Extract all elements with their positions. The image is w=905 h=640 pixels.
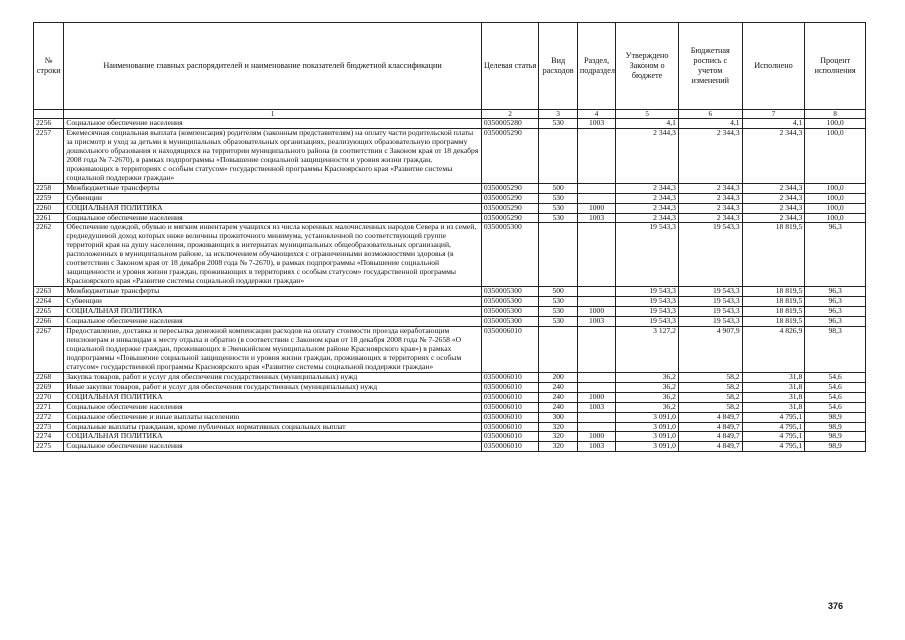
schedule-amount: 4 849,7 <box>678 442 742 452</box>
execution-percent: 100,0 <box>805 128 866 183</box>
indicator-name: Ежемесячная социальная выплата (компенсация) родителям (законным представителям) на оплату части родительской платы за присмотр и уход за детьми в муниципальных образовательных организациях, реализующих образовательную программу дошкольного образования и находящихся на территории муниципального района (в соответствии с Законом края от 18 декабря 2008 года № 7-2670), в рамках подпрограммы «Повышение социальной защищенности и уровня жизни граждан, проживающих в территориях с особым статусом» государственной программы Красноярского края «Развитие системы социальной поддержки граждан» <box>64 128 482 183</box>
execution-percent: 96,3 <box>805 223 866 287</box>
target-article: 0350006010 <box>481 412 539 422</box>
section-subsection <box>577 422 615 432</box>
column-number: 7 <box>742 110 805 119</box>
target-article: 0350005300 <box>481 317 539 327</box>
schedule-amount: 19 543,3 <box>678 223 742 287</box>
section-subsection: 1000 <box>577 307 615 317</box>
executed-amount: 2 344,3 <box>742 193 805 203</box>
executed-amount: 4 795,1 <box>742 442 805 452</box>
execution-percent: 54,6 <box>805 392 866 402</box>
expense-type: 530 <box>539 203 577 213</box>
execution-percent: 54,6 <box>805 382 866 392</box>
target-article: 0350005300 <box>481 223 539 287</box>
section-subsection: 1003 <box>577 119 615 129</box>
row-number: 2263 <box>34 287 64 297</box>
row-number: 2264 <box>34 297 64 307</box>
table-row <box>34 422 866 432</box>
execution-percent: 54,6 <box>805 372 866 382</box>
row-number: 2268 <box>34 372 64 382</box>
execution-percent: 98,9 <box>805 422 866 432</box>
row-number: 2275 <box>34 442 64 452</box>
approved-amount: 19 543,3 <box>616 223 679 287</box>
approved-amount: 3 091,0 <box>616 412 679 422</box>
row-number: 2258 <box>34 183 64 193</box>
execution-percent: 54,6 <box>805 402 866 412</box>
executed-amount: 31,8 <box>742 372 805 382</box>
approved-amount: 2 344,3 <box>616 183 679 193</box>
approved-amount: 2 344,3 <box>616 128 679 183</box>
target-article: 0350006010 <box>481 402 539 412</box>
section-subsection <box>577 297 615 307</box>
approved-amount: 2 344,3 <box>616 203 679 213</box>
target-article: 0350005290 <box>481 193 539 203</box>
row-number: 2269 <box>34 382 64 392</box>
row-number: 2272 <box>34 412 64 422</box>
indicator-name: Предоставление, доставка и пересылка денежной компенсации расходов на оплату стоимости проезда неработающим пенсионерам и инвалидам к месту отдыха и обратно (в соответствии с Законом края от 18 декабря 2008 года № 7-2658 «О социальной поддержке граждан, проживающих в Эвенкийском муниципальном районе Красноярского края») в рамках подпрограммы «Повышение социальной защищенности и уровня жизни граждан, проживающих в территориях с особым статусом» государственной программы Красноярского края «Развитие системы социальной поддержки граждан» <box>64 326 482 372</box>
executed-amount: 18 819,5 <box>742 223 805 287</box>
indicator-name: Социальное обеспечение населения <box>64 402 482 412</box>
section-subsection <box>577 287 615 297</box>
indicator-name: Социальное обеспечение населения <box>64 317 482 327</box>
column-number: 8 <box>805 110 866 119</box>
column-number: 1 <box>64 110 482 119</box>
table-body <box>34 119 866 452</box>
column-number: 5 <box>616 110 679 119</box>
column-number: 3 <box>539 110 577 119</box>
section-subsection: 1003 <box>577 213 615 223</box>
executed-amount: 2 344,3 <box>742 183 805 193</box>
execution-percent: 96,3 <box>805 297 866 307</box>
row-number: 2267 <box>34 326 64 372</box>
expense-type: 500 <box>539 183 577 193</box>
indicator-name: Субвенции <box>64 297 482 307</box>
table-row <box>34 317 866 327</box>
section-subsection: 1000 <box>577 203 615 213</box>
execution-percent: 96,3 <box>805 317 866 327</box>
header-type: Вид расходов <box>539 23 577 110</box>
row-number: 2257 <box>34 128 64 183</box>
header-section: Раздел, подраздел <box>577 23 615 110</box>
approved-amount: 19 543,3 <box>616 317 679 327</box>
execution-percent: 98,9 <box>805 432 866 442</box>
execution-percent: 98,9 <box>805 442 866 452</box>
schedule-amount: 2 344,3 <box>678 203 742 213</box>
target-article: 0350005300 <box>481 297 539 307</box>
section-subsection <box>577 412 615 422</box>
executed-amount: 31,8 <box>742 392 805 402</box>
target-article: 0350005290 <box>481 128 539 183</box>
section-subsection <box>577 128 615 183</box>
executed-amount: 31,8 <box>742 382 805 392</box>
schedule-amount: 4 849,7 <box>678 422 742 432</box>
table-row <box>34 183 866 193</box>
expense-type: 300 <box>539 412 577 422</box>
section-subsection <box>577 193 615 203</box>
row-number: 2270 <box>34 392 64 402</box>
table-row <box>34 287 866 297</box>
indicator-name: СОЦИАЛЬНАЯ ПОЛИТИКА <box>64 432 482 442</box>
section-subsection: 1003 <box>577 442 615 452</box>
executed-amount: 2 344,3 <box>742 203 805 213</box>
executed-amount: 18 819,5 <box>742 307 805 317</box>
approved-amount: 2 344,3 <box>616 213 679 223</box>
approved-amount: 36,2 <box>616 372 679 382</box>
indicator-name: Межбюджетные трансферты <box>64 183 482 193</box>
executed-amount: 4 795,1 <box>742 412 805 422</box>
section-subsection: 1003 <box>577 402 615 412</box>
schedule-amount: 19 543,3 <box>678 317 742 327</box>
expense-type <box>539 128 577 183</box>
approved-amount: 36,2 <box>616 402 679 412</box>
table-row <box>34 412 866 422</box>
schedule-amount: 58,2 <box>678 382 742 392</box>
executed-amount: 4 795,1 <box>742 422 805 432</box>
indicator-name: Социальное обеспечение населения <box>64 442 482 452</box>
executed-amount: 2 344,3 <box>742 128 805 183</box>
row-number: 2266 <box>34 317 64 327</box>
indicator-name: СОЦИАЛЬНАЯ ПОЛИТИКА <box>64 203 482 213</box>
expense-type: 530 <box>539 317 577 327</box>
indicator-name: Обеспечение одеждой, обувью и мягким инвентарем учащихся из числа коренных малочисленных народов Севера и из семей, среднедушевой доход которых ниже величины прожиточного минимума, установленной по соответствующей группе территорий края на душу населения, проживающих в интернатах муниципальных общеобразовательных организаций, расположенных в муниципальном районе, за исключением обучающихся с ограниченными возможностями здоровья (в соответствии с Законом края от 18 декабря 2008 года № 7-2670), в рамках подпрограммы «Повышение социальной защищенности и уровня жизни граждан, проживающих в территориях с особым статусом» государственной программы Красноярского края «Развитие системы социальной поддержки граждан» <box>64 223 482 287</box>
target-article: 0350006010 <box>481 392 539 402</box>
table-row <box>34 326 866 372</box>
executed-amount: 18 819,5 <box>742 297 805 307</box>
executed-amount: 4 826,9 <box>742 326 805 372</box>
header-approved: Утверждено Законом о бюджете <box>616 23 679 110</box>
table-row <box>34 193 866 203</box>
approved-amount: 36,2 <box>616 392 679 402</box>
expense-type <box>539 326 577 372</box>
row-number: 2273 <box>34 422 64 432</box>
section-subsection <box>577 372 615 382</box>
table-row <box>34 223 866 287</box>
expense-type: 530 <box>539 193 577 203</box>
indicator-name: Закупка товаров, работ и услуг для обеспечения государственных (муниципальных) нужд <box>64 372 482 382</box>
target-article: 0350006010 <box>481 432 539 442</box>
approved-amount: 19 543,3 <box>616 307 679 317</box>
page-number: 376 <box>827 601 843 611</box>
schedule-amount: 4 849,7 <box>678 432 742 442</box>
target-article: 0350005290 <box>481 183 539 193</box>
expense-type: 500 <box>539 287 577 297</box>
approved-amount: 36,2 <box>616 382 679 392</box>
row-number: 2265 <box>34 307 64 317</box>
section-subsection: 1000 <box>577 392 615 402</box>
indicator-name: СОЦИАЛЬНАЯ ПОЛИТИКА <box>64 307 482 317</box>
indicator-name: Социальное обеспечение и иные выплаты населению <box>64 412 482 422</box>
table-row <box>34 402 866 412</box>
executed-amount: 31,8 <box>742 402 805 412</box>
expense-type: 320 <box>539 422 577 432</box>
target-article: 0350005300 <box>481 307 539 317</box>
execution-percent: 98,3 <box>805 326 866 372</box>
execution-percent: 96,3 <box>805 287 866 297</box>
expense-type: 530 <box>539 119 577 129</box>
approved-amount: 3 091,0 <box>616 422 679 432</box>
table-row <box>34 297 866 307</box>
expense-type: 320 <box>539 432 577 442</box>
expense-type: 530 <box>539 213 577 223</box>
schedule-amount: 19 543,3 <box>678 297 742 307</box>
target-article: 0350006010 <box>481 326 539 372</box>
schedule-amount: 58,2 <box>678 402 742 412</box>
target-article: 0350006010 <box>481 442 539 452</box>
table-row <box>34 392 866 402</box>
indicator-name: Социальные выплаты гражданам, кроме публичных нормативных социальных выплат <box>64 422 482 432</box>
schedule-amount: 2 344,3 <box>678 183 742 193</box>
execution-percent: 100,0 <box>805 213 866 223</box>
header-name: Наименование главных распорядителей и наименование показателей бюджетной классификации <box>64 23 482 110</box>
target-article: 0350006010 <box>481 382 539 392</box>
schedule-amount: 58,2 <box>678 372 742 382</box>
header-percent: Процент исполнения <box>805 23 866 110</box>
table-row <box>34 119 866 129</box>
budget-table <box>33 22 866 452</box>
approved-amount: 2 344,3 <box>616 193 679 203</box>
column-number <box>34 110 64 119</box>
table-row <box>34 442 866 452</box>
section-subsection <box>577 382 615 392</box>
schedule-amount: 4,1 <box>678 119 742 129</box>
header-executed: Исполнено <box>742 23 805 110</box>
column-number-row <box>34 110 866 119</box>
table-row <box>34 432 866 442</box>
section-subsection: 1003 <box>577 317 615 327</box>
schedule-amount: 2 344,3 <box>678 128 742 183</box>
schedule-amount: 2 344,3 <box>678 193 742 203</box>
row-number: 2261 <box>34 213 64 223</box>
indicator-name: Социальное обеспечение населения <box>64 119 482 129</box>
target-article: 0350006010 <box>481 422 539 432</box>
indicator-name: СОЦИАЛЬНАЯ ПОЛИТИКА <box>64 392 482 402</box>
target-article: 0350005290 <box>481 203 539 213</box>
approved-amount: 3 127,2 <box>616 326 679 372</box>
row-number: 2262 <box>34 223 64 287</box>
approved-amount: 3 091,0 <box>616 442 679 452</box>
executed-amount: 4,1 <box>742 119 805 129</box>
indicator-name: Межбюджетные трансферты <box>64 287 482 297</box>
table-row <box>34 372 866 382</box>
section-subsection <box>577 223 615 287</box>
indicator-name: Субвенции <box>64 193 482 203</box>
execution-percent: 100,0 <box>805 119 866 129</box>
section-subsection: 1000 <box>577 432 615 442</box>
section-subsection <box>577 183 615 193</box>
header-target: Целевая статья <box>481 23 539 110</box>
section-subsection <box>577 326 615 372</box>
column-number: 6 <box>678 110 742 119</box>
executed-amount: 18 819,5 <box>742 287 805 297</box>
expense-type: 200 <box>539 372 577 382</box>
expense-type: 240 <box>539 402 577 412</box>
schedule-amount: 19 543,3 <box>678 307 742 317</box>
execution-percent: 100,0 <box>805 183 866 193</box>
execution-percent: 96,3 <box>805 307 866 317</box>
target-article: 0350005280 <box>481 119 539 129</box>
expense-type: 240 <box>539 382 577 392</box>
execution-percent: 98,9 <box>805 412 866 422</box>
header-row-no: № строки <box>34 23 64 110</box>
row-number: 2260 <box>34 203 64 213</box>
table-row <box>34 203 866 213</box>
approved-amount: 19 543,3 <box>616 297 679 307</box>
execution-percent: 100,0 <box>805 193 866 203</box>
header-schedule: Бюджетная роспись с учетом изменений <box>678 23 742 110</box>
execution-percent: 100,0 <box>805 203 866 213</box>
table-row <box>34 382 866 392</box>
row-number: 2274 <box>34 432 64 442</box>
target-article: 0350005290 <box>481 213 539 223</box>
row-number: 2271 <box>34 402 64 412</box>
approved-amount: 19 543,3 <box>616 287 679 297</box>
indicator-name: Социальное обеспечение населения <box>64 213 482 223</box>
target-article: 0350006010 <box>481 372 539 382</box>
expense-type: 530 <box>539 297 577 307</box>
approved-amount: 3 091,0 <box>616 432 679 442</box>
schedule-amount: 58,2 <box>678 392 742 402</box>
table-row <box>34 213 866 223</box>
indicator-name: Иные закупки товаров, работ и услуг для обеспечения государственных (муниципальных) нужд <box>64 382 482 392</box>
executed-amount: 18 819,5 <box>742 317 805 327</box>
row-number: 2256 <box>34 119 64 129</box>
table-row <box>34 128 866 183</box>
expense-type <box>539 223 577 287</box>
header-row <box>34 23 866 110</box>
table-row <box>34 307 866 317</box>
expense-type: 240 <box>539 392 577 402</box>
expense-type: 320 <box>539 442 577 452</box>
target-article: 0350005300 <box>481 287 539 297</box>
schedule-amount: 4 907,9 <box>678 326 742 372</box>
row-number: 2259 <box>34 193 64 203</box>
executed-amount: 4 795,1 <box>742 432 805 442</box>
expense-type: 530 <box>539 307 577 317</box>
schedule-amount: 2 344,3 <box>678 213 742 223</box>
column-number: 2 <box>481 110 539 119</box>
schedule-amount: 19 543,3 <box>678 287 742 297</box>
column-number: 4 <box>577 110 615 119</box>
schedule-amount: 4 849,7 <box>678 412 742 422</box>
executed-amount: 2 344,3 <box>742 213 805 223</box>
approved-amount: 4,1 <box>616 119 679 129</box>
